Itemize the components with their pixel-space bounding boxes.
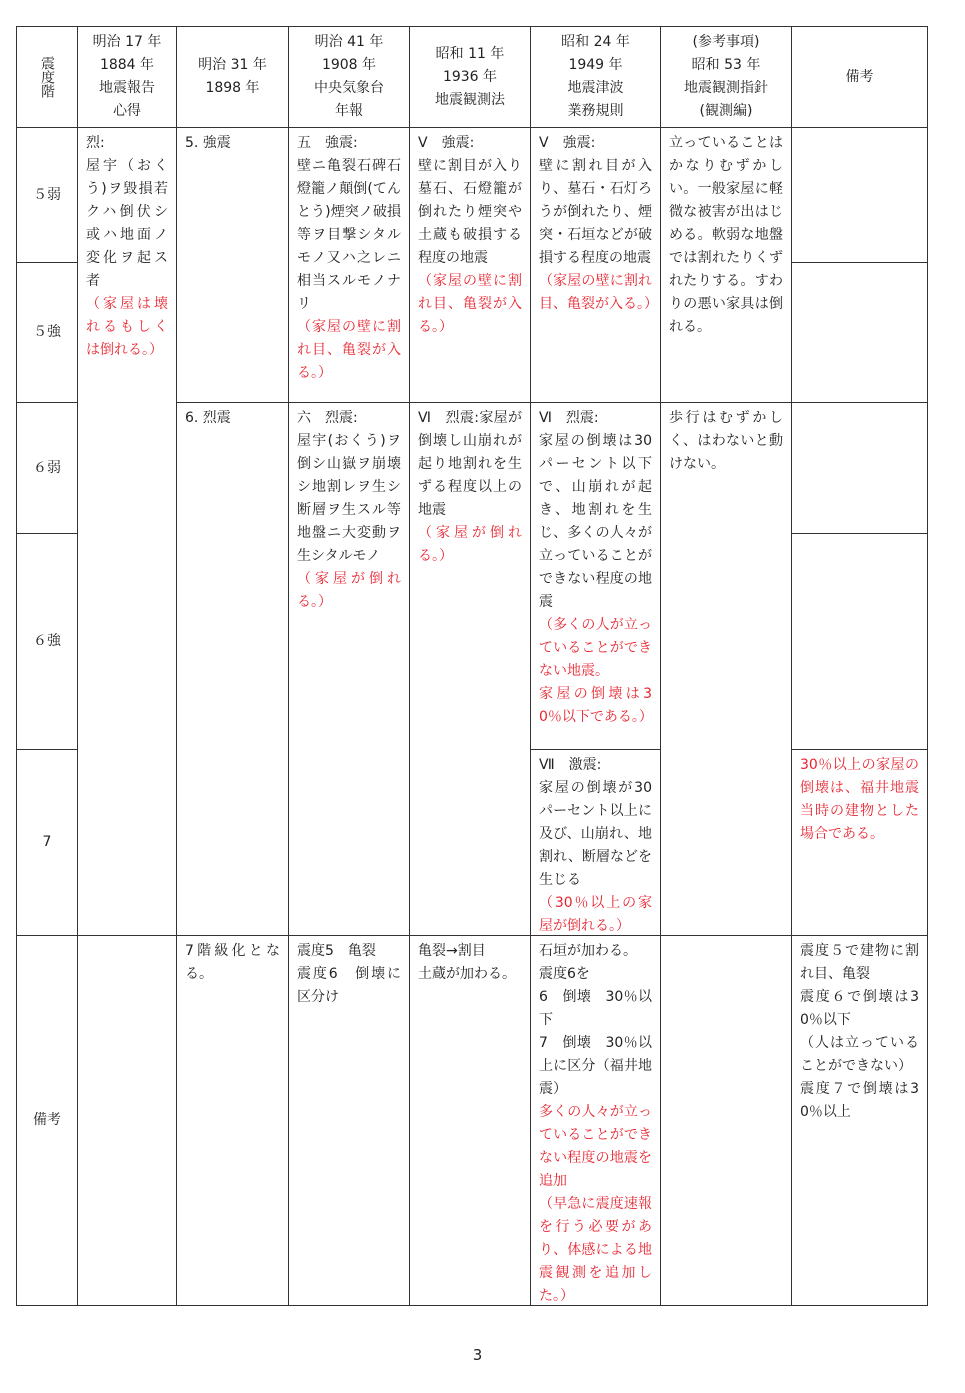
intensity-level-cell [16, 749, 78, 936]
column-header [791, 26, 928, 128]
red-note-text: （家屋は壊れるもしくは倒れる。） [86, 296, 168, 358]
description-cell [288, 935, 410, 1306]
column-header-label: 震度階 [39, 56, 55, 98]
column-header [288, 26, 410, 128]
description-text: Ⅵ 烈震: 家屋の倒壊は30 パーセント以下で、山崩れが起き、地割れを生じ、多くの人々が立っていることができない程度の地震 [539, 410, 652, 610]
description-cell [176, 935, 289, 1306]
red-note-text: （家屋の壁に割れ目、亀裂が入る。） [539, 273, 658, 312]
intensity-level-label: ６弱 [33, 459, 61, 476]
description-cell [530, 935, 661, 1306]
column-header [77, 26, 177, 128]
empty-cell [791, 127, 928, 263]
description-text: Ⅶ 激震: 家屋の倒壊が30 パーセント以上に及び、山崩れ、地割れ、断層などを生じる [539, 757, 652, 888]
description-text: 5. 強震 [185, 135, 231, 151]
description-cell [530, 127, 661, 403]
empty-cell [791, 533, 928, 750]
description-text: 7階級化となる。 [185, 943, 280, 982]
empty-cell [791, 402, 928, 534]
description-cell [288, 127, 410, 403]
description-text: Ⅵ 烈震:家屋が倒壊し山崩れが起り地割れを生ずる程度以上の地震 [418, 410, 522, 518]
column-header-label: 昭和 24 年 1949 年 地震津波 業務規則 [561, 34, 630, 119]
intensity-level-cell [16, 533, 78, 750]
red-note-text: 多くの人々が立っていることができない程度の地震を追加 （早急に震度速報を行う必要があり、体感による地震観測を追加した。） [539, 1104, 652, 1304]
red-note-text: （家屋が倒れる。） [418, 525, 522, 564]
description-text: 震度5 亀裂 震度6 倒壊に区分け [297, 943, 401, 1005]
description-text: 立っていることはかなりむずかしい。一般家屋に軽微な被害が出はじめる。軟弱な地盤では割れたりくずれたりする。すわりの悪い家具は倒れる。 [669, 135, 783, 335]
description-text: 五 強震: 壁ニ亀裂石碑石燈籠ノ顛倒(てんとう)煙突ノ破損等ヲ目撃シタルモノ又ハ之レニ相当スルモノナリ [297, 135, 401, 312]
empty-cell [660, 935, 792, 1306]
column-header [660, 26, 792, 128]
description-text: 六 烈震: 屋宇(おくう)ヲ倒シ山嶽ヲ崩壊シ地割レヲ生シ断層ヲ生スル等地盤ニ大変動ヲ生シタルモノ [297, 410, 401, 564]
description-text: 亀裂→割目 土蔵が加わる。 [418, 943, 516, 982]
description-cell [77, 127, 177, 936]
intensity-level-label: ６強 [33, 633, 61, 649]
description-cell [791, 935, 928, 1306]
red-note-text: （30％以上の家屋が倒れる。） [539, 895, 652, 934]
description-cell [791, 749, 928, 936]
column-header [176, 26, 289, 128]
description-cell [288, 402, 410, 936]
red-note-text: （家屋の壁に割れ目、亀裂が入る。） [297, 319, 401, 381]
column-header-label: (参考事項) 昭和 53 年 地震観測指針 (観測編) [684, 34, 768, 119]
description-cell [176, 402, 289, 936]
empty-cell [77, 935, 177, 1306]
intensity-level-label: ５強 [33, 324, 61, 340]
description-text: 震度５で建物に割れ目、亀裂 震度６で倒壊は30％以下 （人は立っていることができない） 震度７で倒壊は30％以上 [800, 943, 919, 1120]
red-note-text: （家屋が倒れる。） [297, 571, 401, 610]
page-number: 3 [472, 1346, 483, 1364]
intensity-level-cell [16, 402, 78, 534]
column-header-label: 明治 31 年 1898 年 [198, 57, 267, 96]
description-text: 烈: 屋宇（おくう)ヲ毀損若クハ倒伏シ或ハ地面ノ変化ヲ起ス者 [86, 135, 168, 289]
description-cell [660, 402, 792, 936]
description-text: 6. 烈震 [185, 410, 231, 426]
intensity-level-label: 備考 [33, 1112, 61, 1128]
intensity-level-cell [16, 262, 78, 403]
description-cell [409, 127, 531, 403]
description-cell [530, 402, 661, 750]
red-note-text: （多くの人が立っていることができない地震。 家屋の倒壊は30％以下である。） [539, 617, 653, 725]
column-header-label: 備考 [845, 68, 874, 85]
column-header [16, 26, 78, 128]
column-header [530, 26, 661, 128]
intensity-level-label: ５弱 [33, 186, 61, 203]
intensity-level-cell [16, 935, 78, 1306]
description-text: Ⅴ 強震: 壁に割目が入り墓石、石燈籠が倒れたり煙突や土蔵も破損する程度の地震 [418, 135, 522, 266]
empty-cell [791, 262, 928, 403]
column-header-label: 明治 41 年 1908 年 中央気象台 年報 [314, 34, 384, 119]
red-note-text: （家屋の壁に割れ目、亀裂が入る。） [418, 273, 522, 335]
column-header-label: 明治 17 年 1884 年 地震報告 心得 [92, 34, 162, 119]
description-cell [530, 749, 661, 936]
column-header [409, 26, 531, 128]
intensity-level-label: 7 [42, 834, 52, 850]
description-cell [409, 935, 531, 1306]
column-header-label: 昭和 11 年 1936 年 地震観測法 [435, 45, 505, 108]
description-cell [409, 402, 531, 936]
description-cell [660, 127, 792, 403]
description-text: 歩行はむずかしく、はわないと動けない。 [669, 410, 783, 472]
intensity-level-cell [16, 127, 78, 263]
red-note-text: 30％以上の家屋の倒壊は、福井地震当時の建物とした場合である。 [800, 757, 919, 842]
description-text: Ⅴ 強震: 壁に割れ目が入り、墓石・石灯ろうが倒れたり、煙突・石垣などが破損する程度の地震 [539, 135, 652, 266]
description-text: 石垣が加わる。 震度6を 6 倒壊 30％以下 7 倒壊 30％以上に区分（福井地震） [539, 943, 652, 1097]
description-cell [176, 127, 289, 403]
